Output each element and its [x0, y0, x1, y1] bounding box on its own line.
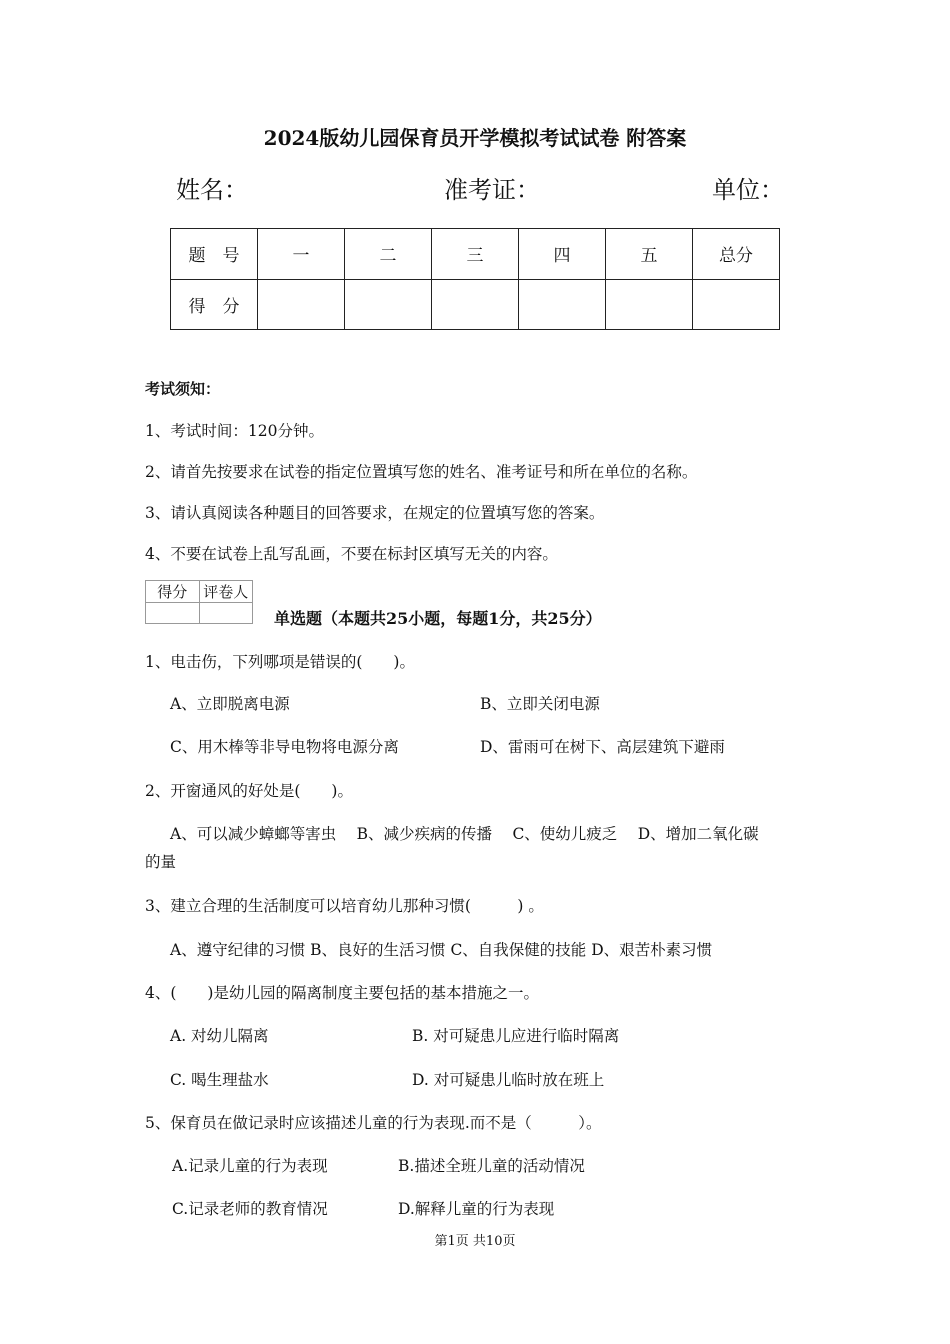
- score-input-cell[interactable]: [693, 279, 780, 330]
- score-table-header-row: [171, 229, 780, 280]
- score-table-cell: 题 号: [171, 229, 258, 280]
- name-label: 姓名：: [176, 176, 248, 204]
- option-d: D.解释儿童的行为表现: [398, 1200, 555, 1218]
- question-stem: 4、( )是幼儿园的隔离制度主要包括的基本措施之一。: [145, 984, 539, 1002]
- option-a: A.记录儿童的行为表现: [172, 1157, 328, 1175]
- score-table: [170, 228, 780, 330]
- score-table-cell: 总分: [693, 229, 780, 280]
- score-input-cell[interactable]: [432, 279, 519, 330]
- options-wrap: 的量: [145, 853, 177, 871]
- page-footer: 第1页 共10页: [434, 1234, 516, 1249]
- option-b: B、立即关闭电源: [480, 695, 600, 713]
- question-stem: 3、建立合理的生活制度可以培育幼儿那种习惯( ) 。: [145, 897, 544, 915]
- notes-item: 1、考试时间：120分钟。: [145, 422, 324, 440]
- exam-id-label: 准考证：: [444, 176, 540, 204]
- score-input-cell[interactable]: [519, 279, 606, 330]
- options-line: A、遵守纪律的习惯 B、良好的生活习惯 C、自我保健的技能 D、艰苦朴素习惯: [170, 941, 713, 959]
- question-stem: 1、电击伤，下列哪项是错误的( )。: [145, 653, 415, 671]
- notes-heading: 考试须知：: [145, 380, 221, 398]
- unit-label: 单位：: [712, 176, 784, 204]
- score-table-cell: 得 分: [171, 279, 258, 330]
- score-input-cell[interactable]: [606, 279, 693, 330]
- option-c: C.记录老师的教育情况: [172, 1200, 328, 1218]
- option-b: B. 对可疑患儿应进行临时隔离: [412, 1027, 620, 1045]
- score-table-cell: 五: [606, 229, 693, 280]
- grader-box-grader-cell[interactable]: [199, 603, 253, 624]
- score-table-cell: 三: [432, 229, 519, 280]
- score-input-cell[interactable]: [345, 279, 432, 330]
- document-title: 2024版幼儿园保育员开学模拟考试试卷 附答案: [263, 126, 687, 150]
- option-d: D. 对可疑患儿临时放在班上: [412, 1071, 605, 1089]
- option-d: D、雷雨可在树下、高层建筑下避雨: [480, 738, 725, 756]
- option-c: C、用木棒等非导电物将电源分离: [170, 738, 399, 756]
- section-title: 单选题（本题共25小题，每题1分，共25分）: [274, 609, 602, 628]
- grader-box: [145, 580, 253, 624]
- question-stem: 2、开窗通风的好处是( )。: [145, 782, 353, 800]
- score-table-cell: 一: [258, 229, 345, 280]
- notes-item: 3、请认真阅读各种题目的回答要求，在规定的位置填写您的答案。: [145, 504, 605, 522]
- option-a: A. 对幼儿隔离: [170, 1027, 269, 1045]
- options-line: A、可以减少蟑螂等害虫 B、减少疾病的传播 C、使幼儿疲乏 D、增加二氧化碳: [170, 825, 759, 843]
- grader-box-score-label: 得分: [146, 581, 200, 603]
- question-stem: 5、保育员在做记录时应该描述儿童的行为表现.而不是（ ）。: [145, 1114, 602, 1132]
- option-a: A、立即脱离电源: [170, 695, 290, 713]
- grader-box-score-cell[interactable]: [146, 603, 200, 624]
- option-b: B.描述全班儿童的活动情况: [398, 1157, 585, 1175]
- score-table-score-row: [171, 279, 780, 330]
- grader-box-grader-label: 评卷人: [199, 581, 253, 603]
- score-table-cell: 二: [345, 229, 432, 280]
- notes-item: 2、请首先按要求在试卷的指定位置填写您的姓名、准考证号和所在单位的名称。: [145, 463, 698, 481]
- option-c: C. 喝生理盐水: [170, 1071, 269, 1089]
- score-table-cell: 四: [519, 229, 606, 280]
- notes-item: 4、不要在试卷上乱写乱画，不要在标封区填写无关的内容。: [145, 545, 558, 563]
- score-input-cell[interactable]: [258, 279, 345, 330]
